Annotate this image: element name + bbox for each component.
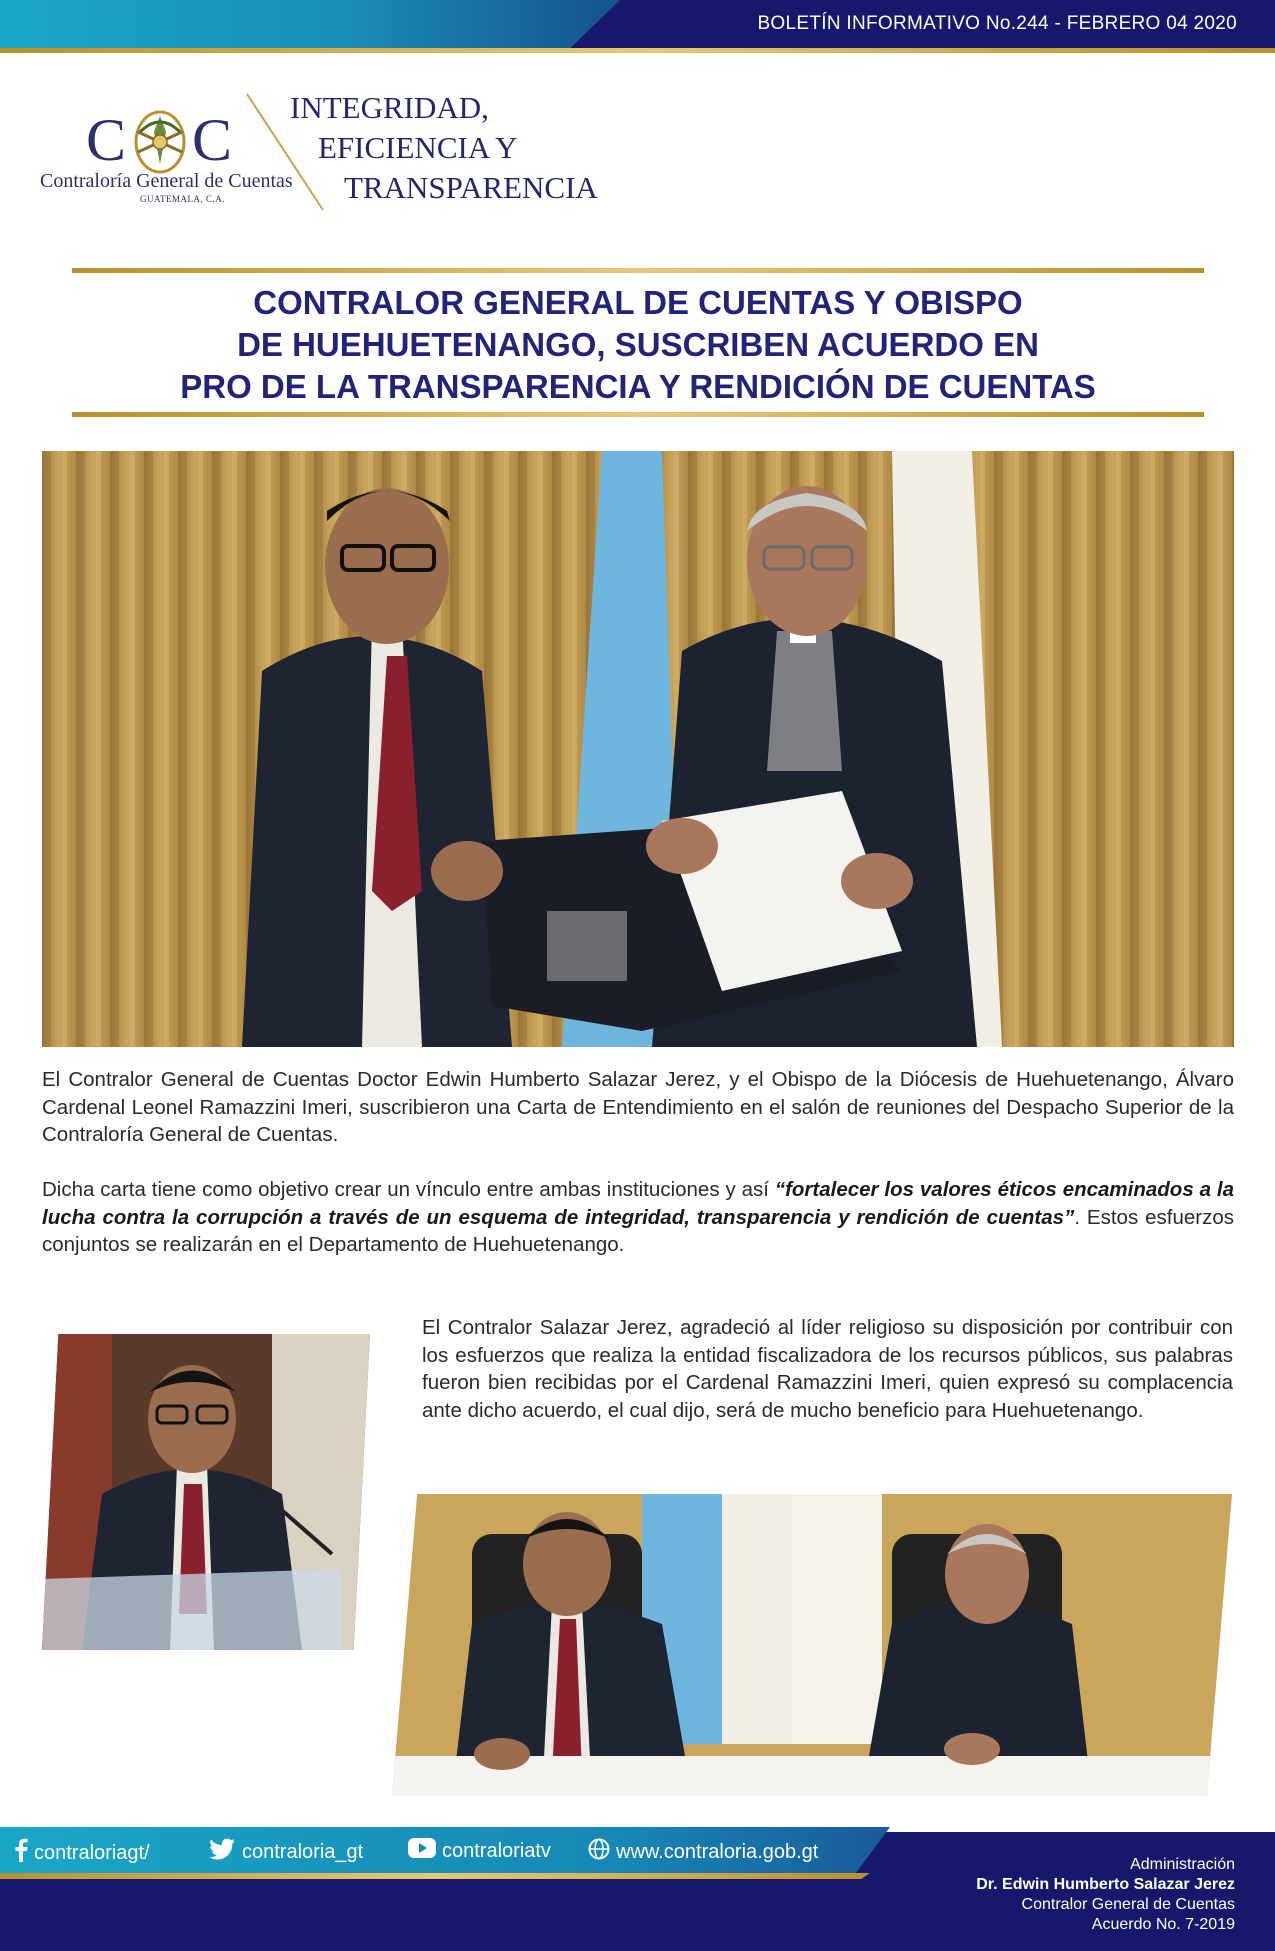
headline-bottom-rule xyxy=(72,412,1204,417)
motto-line-2: EFICIENCIA Y xyxy=(318,130,518,165)
headline-top-rule xyxy=(72,268,1204,273)
cgc-logo-icon xyxy=(80,102,240,180)
paragraph-1: El Contralor General de Cuentas Doctor Edwin Humberto Salazar Jerez, y el Obispo de la Diócesis de Huehuetenango, Álvaro Cardenal Leonel Ramazzini Imeri, suscribieron una Carta de Entendimiento en el salón de reuniones del Despacho Superior de la Contraloría General de Cuentas. xyxy=(42,1068,1234,1146)
svg-text:C: C xyxy=(192,107,233,173)
twitter-icon xyxy=(210,1838,236,1866)
logo-country: GUATEMALA, C.A. xyxy=(140,194,225,204)
paragraph-2-start: Dicha carta tiene como objetivo crear un vínculo entre ambas instituciones y así xyxy=(42,1178,775,1201)
admin-block xyxy=(815,1855,1235,1935)
motto-line-3: TRANSPARENCIA xyxy=(344,170,598,205)
twitter-handle: contraloria_gt xyxy=(242,1840,364,1863)
website-link[interactable] xyxy=(588,1838,818,1866)
headline-line-2: DE HUEHUETENANGO, SUSCRIBEN ACUERDO EN xyxy=(237,326,1039,363)
paragraph-2-quote: “fortalecer los valores éticos encaminados a la lucha contra la corrupción a través de un esquema de integridad, transparencia y rendición de cuentas” xyxy=(42,1178,1234,1229)
admin-label: Administración xyxy=(1130,1856,1235,1873)
headline xyxy=(72,282,1204,408)
logo-name: Contraloría General de Cuentas xyxy=(40,170,293,192)
motto-line-1: INTEGRIDAD, xyxy=(290,90,489,125)
bulletin-number: BOLETÍN INFORMATIVO No.244 - FEBRERO 04 2020 xyxy=(757,13,1237,34)
facebook-link[interactable] xyxy=(14,1838,150,1868)
paragraph-2 xyxy=(42,1176,1234,1259)
facebook-icon xyxy=(14,1838,28,1868)
website-url: www.contraloria.gob.gt xyxy=(616,1840,819,1863)
admin-agreement: Acuerdo No. 7-2019 xyxy=(1091,1916,1235,1933)
top-banner-accent xyxy=(0,0,620,48)
headline-line-1: CONTRALOR GENERAL DE CUENTAS Y OBISPO xyxy=(253,284,1023,321)
top-gold-rule xyxy=(0,48,1275,53)
admin-name: Dr. Edwin Humberto Salazar Jerez xyxy=(976,1876,1235,1893)
paragraph-2-end: . Estos esfuerzos conjuntos se realizarán en el Departamento de Huehuetenango. xyxy=(42,1205,1234,1256)
twitter-link[interactable] xyxy=(210,1838,363,1866)
paragraph-3: El Contralor Salazar Jerez, agradeció al líder religioso su disposición por contribuir con los esfuerzos que realiza la entidad fiscalizadora de los recursos públicos, sus palabras fueron bien recibidas por el Cardenal Ramazzini Imeri, quien expresó su complacencia ante dicho acuerdo, el cual dijo, será de mucho beneficio para Huehuetenango. xyxy=(422,1316,1233,1422)
youtube-icon xyxy=(408,1838,436,1864)
globe-icon xyxy=(588,1838,610,1866)
top-banner xyxy=(0,0,1275,48)
podium-photo xyxy=(42,1334,370,1650)
main-photo xyxy=(42,451,1234,1047)
youtube-link[interactable] xyxy=(408,1838,551,1864)
signing-photo xyxy=(392,1494,1232,1796)
headline-line-3: PRO DE LA TRANSPARENCIA Y RENDICIÓN DE CUENTAS xyxy=(180,368,1096,405)
youtube-handle: contraloriatv xyxy=(442,1839,551,1862)
social-gold-rule xyxy=(0,1873,870,1879)
facebook-handle: contraloriagt/ xyxy=(34,1841,150,1864)
admin-role: Contralor General de Cuentas xyxy=(1021,1896,1235,1913)
svg-text:C: C xyxy=(86,107,127,173)
